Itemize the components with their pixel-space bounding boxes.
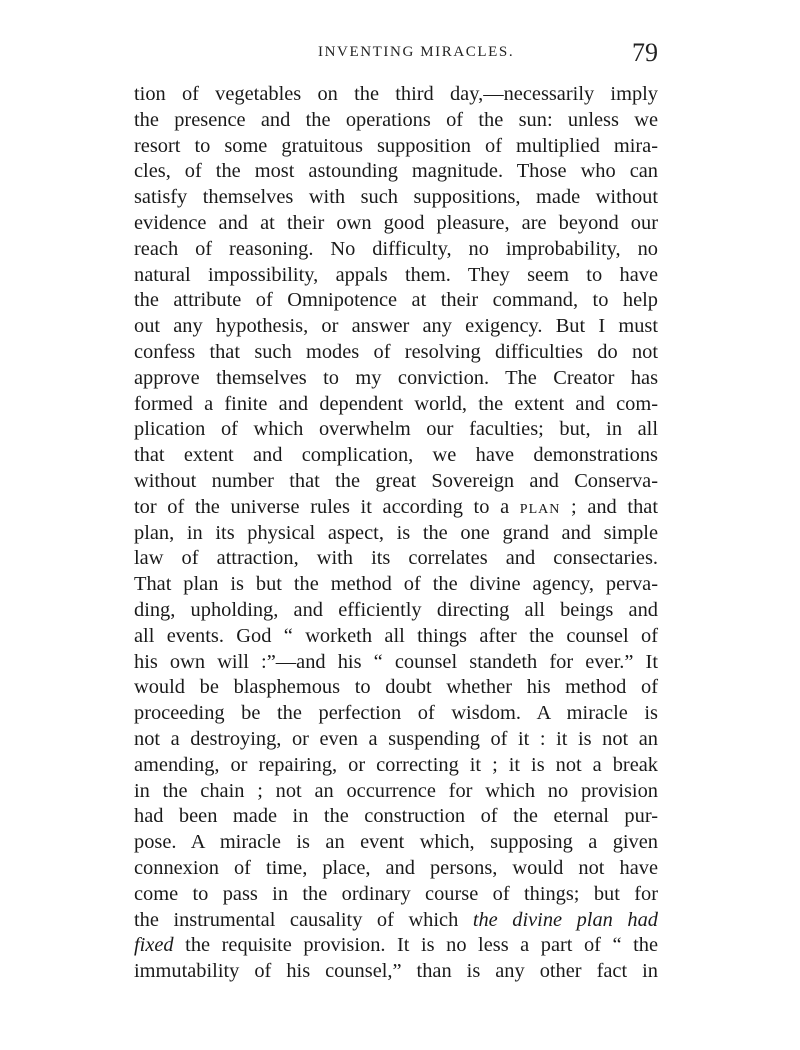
text-line: law of attraction, with its correlates and consectaries.: [134, 547, 658, 570]
text-line: the presence and the operations of the sun: unless we: [134, 108, 658, 131]
text-run: tor of the universe rules it according to a: [134, 495, 520, 518]
text-line: out any hypothesis, or answer any exigency. But I must: [134, 315, 658, 338]
text-line: without number that the great Sovereign and Conserva-: [134, 469, 658, 492]
text-line: ding, upholding, and efficiently directing all beings and: [134, 598, 658, 621]
text-line: in the chain ; not an occurrence for which no provision: [134, 779, 658, 802]
text-line: his own will :”—and his “ counsel standeth for ever.” It: [134, 650, 658, 673]
text-line: proceeding be the perfection of wisdom. A miracle is: [134, 702, 658, 725]
text-line: [134, 908, 658, 934]
text-line: would be blasphemous to doubt whether his method of: [134, 676, 658, 699]
text-line: approve themselves to my conviction. The Creator has: [134, 366, 658, 389]
text-line: That plan is but the method of the divine agency, perva-: [134, 573, 658, 596]
running-head: [134, 38, 658, 78]
italic-text: the divine plan had: [472, 908, 658, 931]
text-line: formed a finite and dependent world, the extent and com-: [134, 392, 658, 415]
text-line: natural impossibility, appals them. They seem to have: [134, 263, 658, 286]
text-line: [134, 933, 658, 959]
text-run: the instrumental causality of which: [134, 908, 473, 931]
text-line: immutability of his counsel,” than is any other fact in: [134, 960, 658, 983]
text-line: confess that such modes of resolving difficulties do not: [134, 340, 658, 363]
text-line: come to pass in the ordinary course of things; but for: [134, 882, 658, 905]
text-line: connexion of time, place, and persons, would not have: [134, 856, 658, 879]
text-line: not a destroying, or even a suspending of it : it is not an: [134, 727, 658, 750]
smallcaps-text: PLAN: [519, 501, 561, 517]
text-run: ; and that: [560, 495, 658, 518]
text-line: plication of which overwhelm our faculties; but, in all: [134, 418, 658, 441]
italic-text: fixed: [134, 934, 174, 957]
body-text: [134, 82, 658, 985]
text-line: amending, or repairing, or correcting it ; it is not a break: [134, 753, 658, 776]
running-title: INVENTING MIRACLES.: [318, 44, 515, 60]
page-number: 79: [632, 38, 658, 67]
text-line: plan, in its physical aspect, is the one grand and simple: [134, 521, 658, 544]
text-line: tion of vegetables on the third day,—necessarily imply: [134, 83, 658, 105]
text-line: the attribute of Omnipotence at their command, to help: [134, 289, 658, 312]
text-line: pose. A miracle is an event which, supposing a given: [134, 831, 658, 854]
text-line: all events. God “ worketh all things after the counsel of: [134, 624, 658, 647]
text-line: evidence and at their own good pleasure, are beyond our: [134, 211, 658, 234]
text-line: cles, of the most astounding magnitude. Those who can: [134, 160, 658, 183]
text-line: reach of reasoning. No difficulty, no improbability, no: [134, 237, 658, 260]
text-line: had been made in the construction of the eternal pur-: [134, 805, 658, 828]
text-line: satisfy themselves with such suppositions, made without: [134, 186, 658, 209]
text-line: resort to some gratuitous supposition of multiplied mira-: [134, 134, 658, 157]
text-run: the requisite provision. It is no less a part of “ the: [173, 934, 658, 957]
text-line: [134, 495, 658, 521]
text-line: that extent and complication, we have demonstrations: [134, 444, 658, 467]
